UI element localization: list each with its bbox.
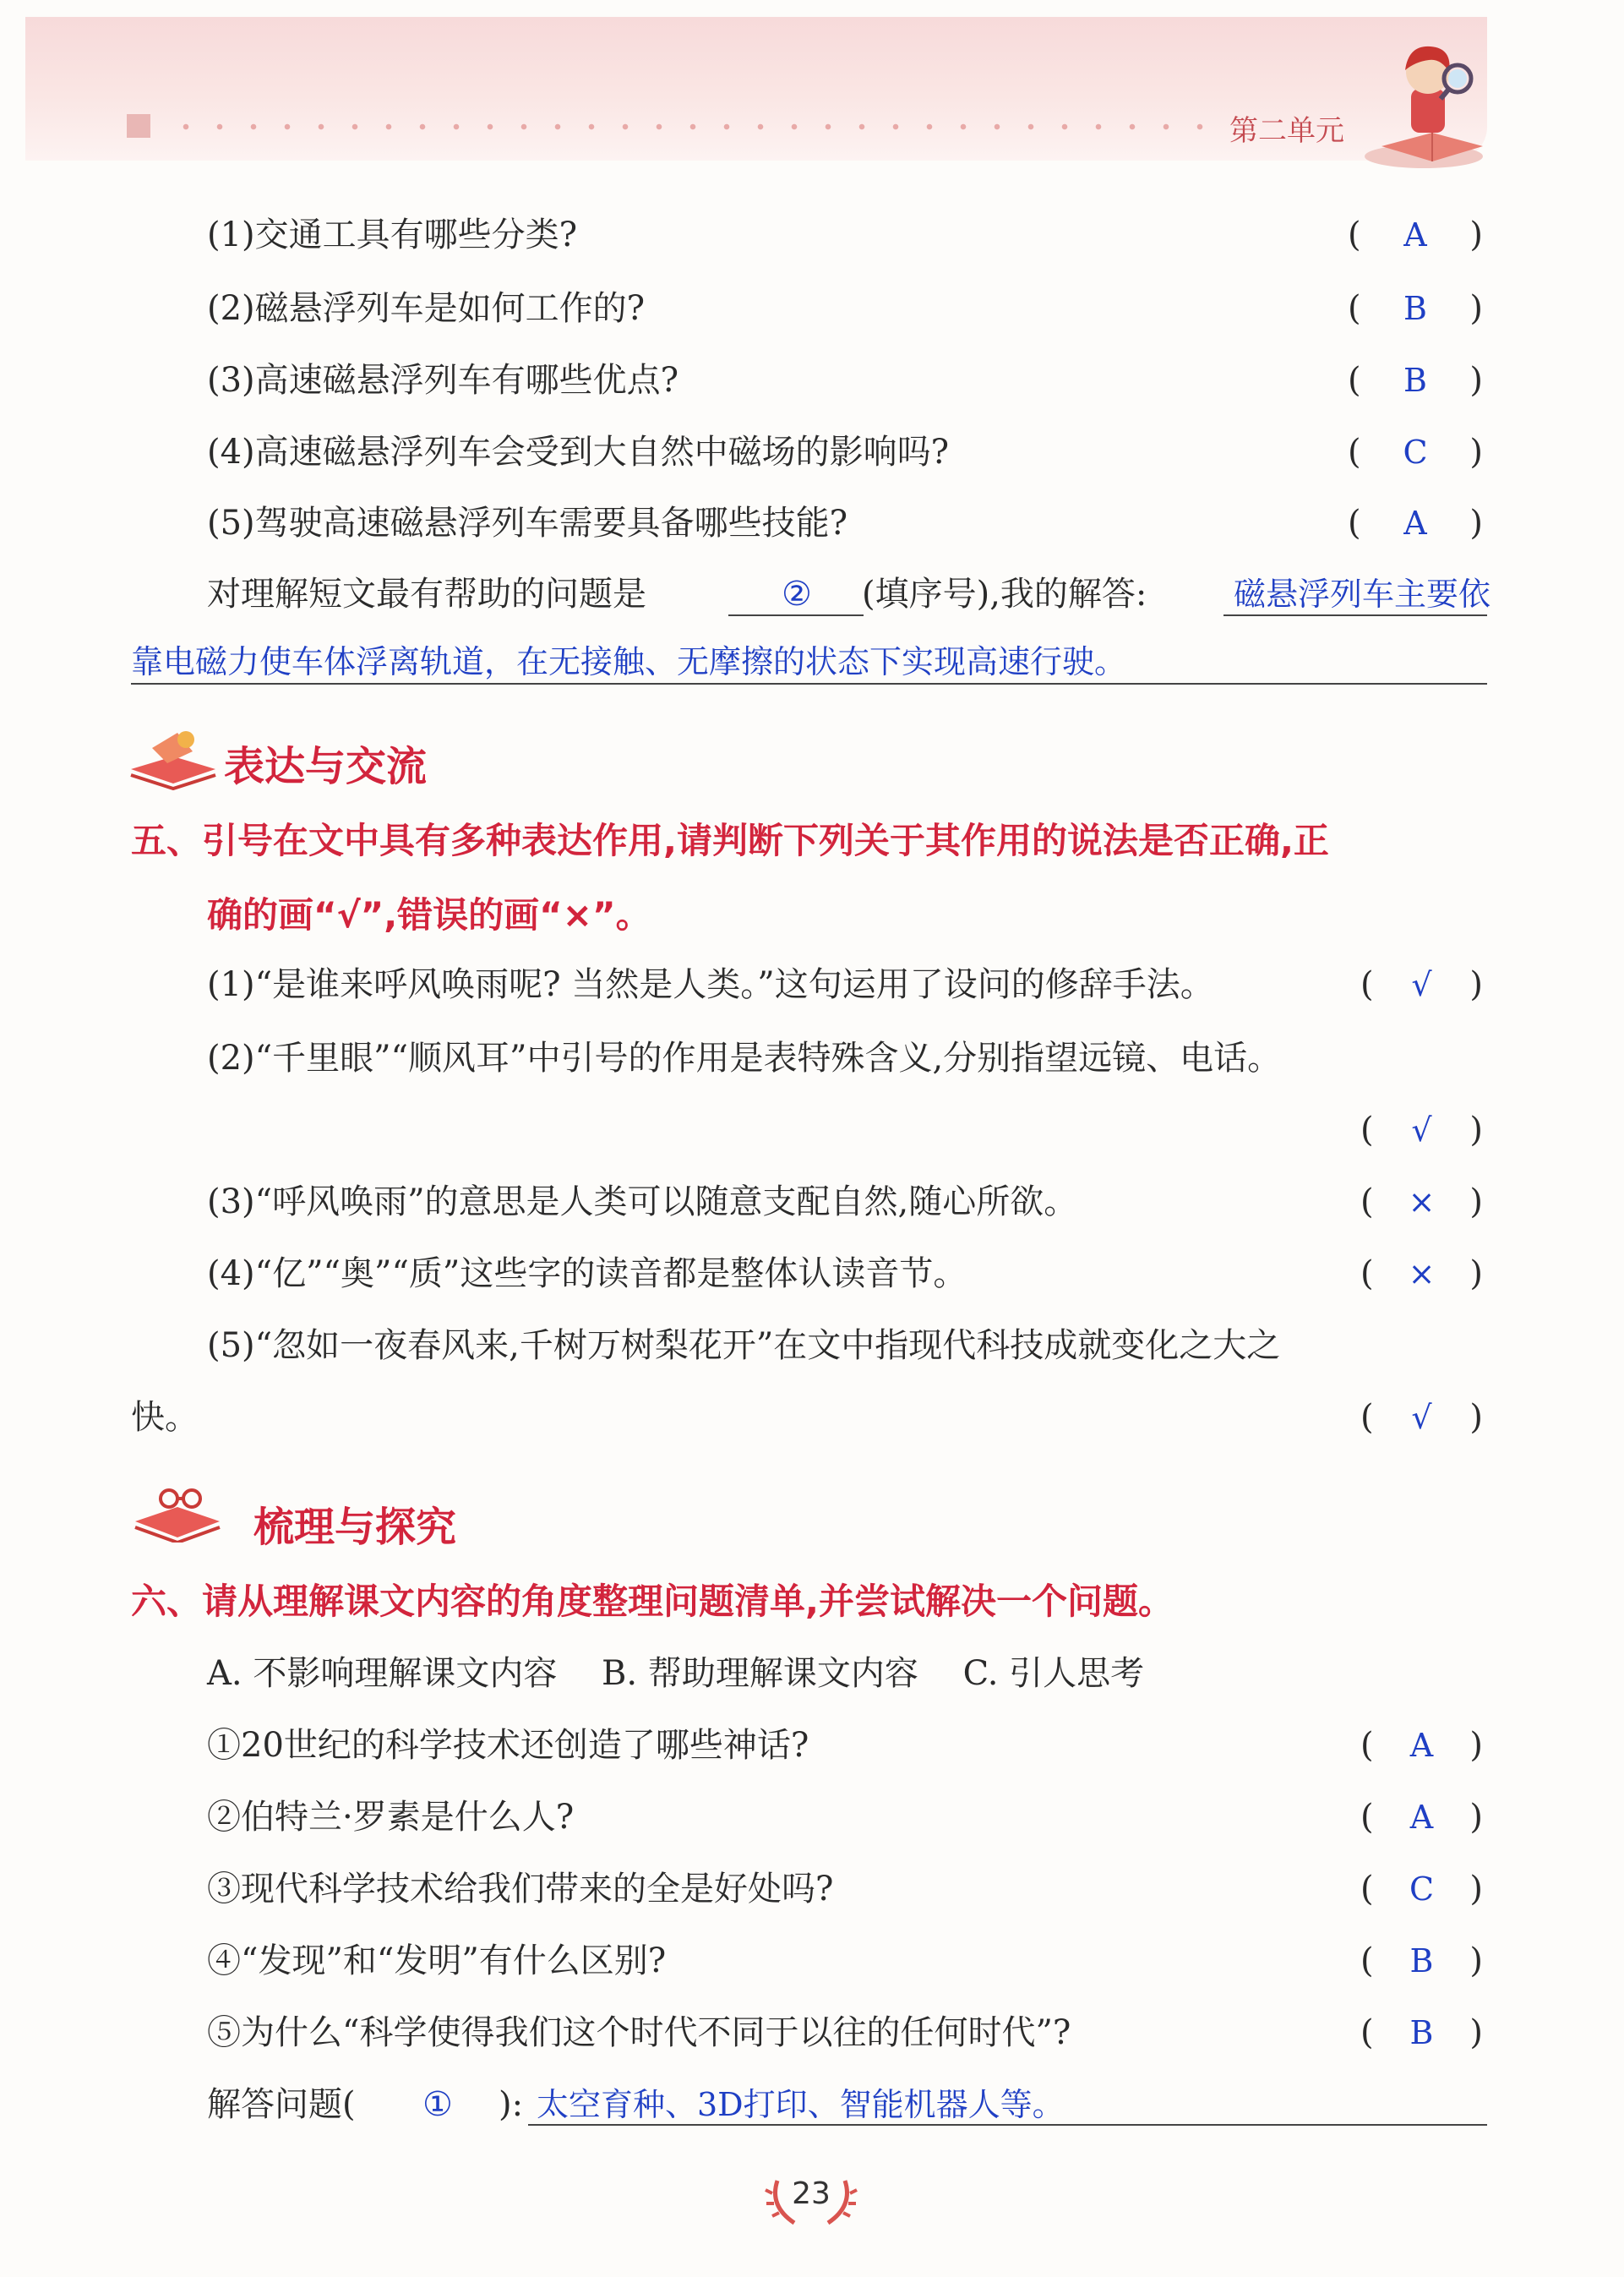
answer-bracket: ( A ) [1348, 504, 1483, 543]
answer-bracket: ( × ) [1360, 1182, 1483, 1221]
header-square [127, 114, 150, 138]
list-item: (2)“千里眼”“顺风耳”中引号的作用是表特殊含义,分别指望远镜、电话。 [207, 1039, 1282, 1078]
list-item: ②伯特兰·罗素是什么人? ( A ) [0, 1788, 1624, 1847]
page-number: 23 [792, 2176, 831, 2211]
blank-underline [728, 614, 864, 616]
list-item: (3)高速磁悬浮列车有哪些优点? ( B ) [0, 351, 1624, 410]
list-item: ①20世纪的科学技术还创造了哪些神话? ( A ) [0, 1716, 1624, 1775]
list-item: ④“发现”和“发明”有什么区别? ( B ) [0, 1931, 1624, 1990]
solve-line: 解答问题( ① ): 太空育种、3D打印、智能机器人等。 [0, 2075, 1624, 2134]
options-line: A. 不影响理解课文内容 B. 帮助理解课文内容 C. 引人思考 [207, 1654, 1145, 1693]
solve-choice: ① [422, 2085, 453, 2124]
answer-bracket: ( B ) [1348, 361, 1483, 400]
answer-bracket: ( √ ) [1360, 965, 1483, 1004]
answer-bracket: ( A ) [1360, 1726, 1483, 1765]
section-title-expression: 表达与交流 [224, 743, 428, 790]
helpful-answer-line: 靠电磁力使车体浮离轨道，在无接触、无摩擦的状态下实现高速行驶。 [131, 643, 1127, 680]
list-item [0, 1100, 1624, 1160]
answer-underline [528, 2124, 1487, 2126]
list-item: (4)“亿”“奥”“质”这些字的读音都是整体认读音节。 ( × ) [0, 1244, 1624, 1303]
reading-girl-icon [1365, 38, 1500, 173]
answer-bracket: ( √ ) [1360, 1398, 1483, 1437]
list-item: (3)“呼风唤雨”的意思是人类可以随意支配自然,随心所欲。 ( × ) [0, 1172, 1624, 1231]
answer-bracket: ( C ) [1348, 433, 1483, 472]
question-six: 六、请从理解课文内容的角度整理问题清单,并尝试解决一个问题。 [131, 1581, 1174, 1622]
helpful-answer-1: 磁悬浮列车主要依 [1234, 576, 1491, 613]
header-dots [169, 123, 1208, 130]
answer-underline [1223, 614, 1487, 616]
list-item: (5)“忽如一夜春风来,千树万树梨花开”在文中指现代科技成就变化之大之 [207, 1326, 1281, 1365]
book-icon [127, 723, 220, 790]
list-item: (5)驾驶高速磁悬浮列车需要具备哪些技能? ( A ) [0, 494, 1624, 553]
list-item: ⑤为什么“科学使得我们这个时代不同于以往的任何时代”? ( B ) [0, 2003, 1624, 2062]
list-item: (2)磁悬浮列车是如何工作的? ( B ) [0, 279, 1624, 338]
answer-bracket: ( × ) [1360, 1254, 1483, 1293]
question-five-line2: 确的画“√”,错误的画“×”。 [207, 894, 651, 936]
list-item: 快。 ( √ ) [0, 1388, 1624, 1447]
answer-bracket: ( B ) [1360, 2013, 1483, 2052]
book-glasses-icon [131, 1475, 224, 1543]
list-item: (4)高速磁悬浮列车会受到大自然中磁场的影响吗? ( C ) [0, 423, 1624, 482]
answer-bracket: ( A ) [1360, 1798, 1483, 1837]
answer-underline [131, 683, 1487, 685]
answer-bracket: ( B ) [1360, 1941, 1483, 1980]
answer-bracket: ( √ ) [1360, 1111, 1483, 1149]
page-number-badge [760, 2160, 862, 2236]
solve-answer: 太空育种、3D打印、智能机器人等。 [537, 2086, 1065, 2123]
answer-bracket: ( B ) [1348, 289, 1483, 328]
question-five-line1: 五、引号在文中具有多种表达作用,请判断下列关于其作用的说法是否正确,正 [131, 820, 1329, 861]
list-item: (1)“是谁来呼风唤雨呢? 当然是人类。”这句运用了设问的修辞手法。 ( √ ) [0, 955, 1624, 1014]
helpful-choice: ② [782, 575, 812, 614]
answer-bracket: ( A ) [1348, 216, 1483, 254]
helpful-question-line: 对理解短文最有帮助的问题是 ② (填序号),我的解答: 磁悬浮列车主要依 [0, 565, 1624, 624]
answer-bracket: ( C ) [1360, 1870, 1483, 1908]
section-title-sorting: 梳理与探究 [253, 1504, 457, 1551]
list-item: (1)交通工具有哪些分类? ( A ) [0, 205, 1624, 265]
list-item: ③现代科学技术给我们带来的全是好处吗? ( C ) [0, 1859, 1624, 1919]
unit-label: 第二单元 [1229, 114, 1344, 148]
